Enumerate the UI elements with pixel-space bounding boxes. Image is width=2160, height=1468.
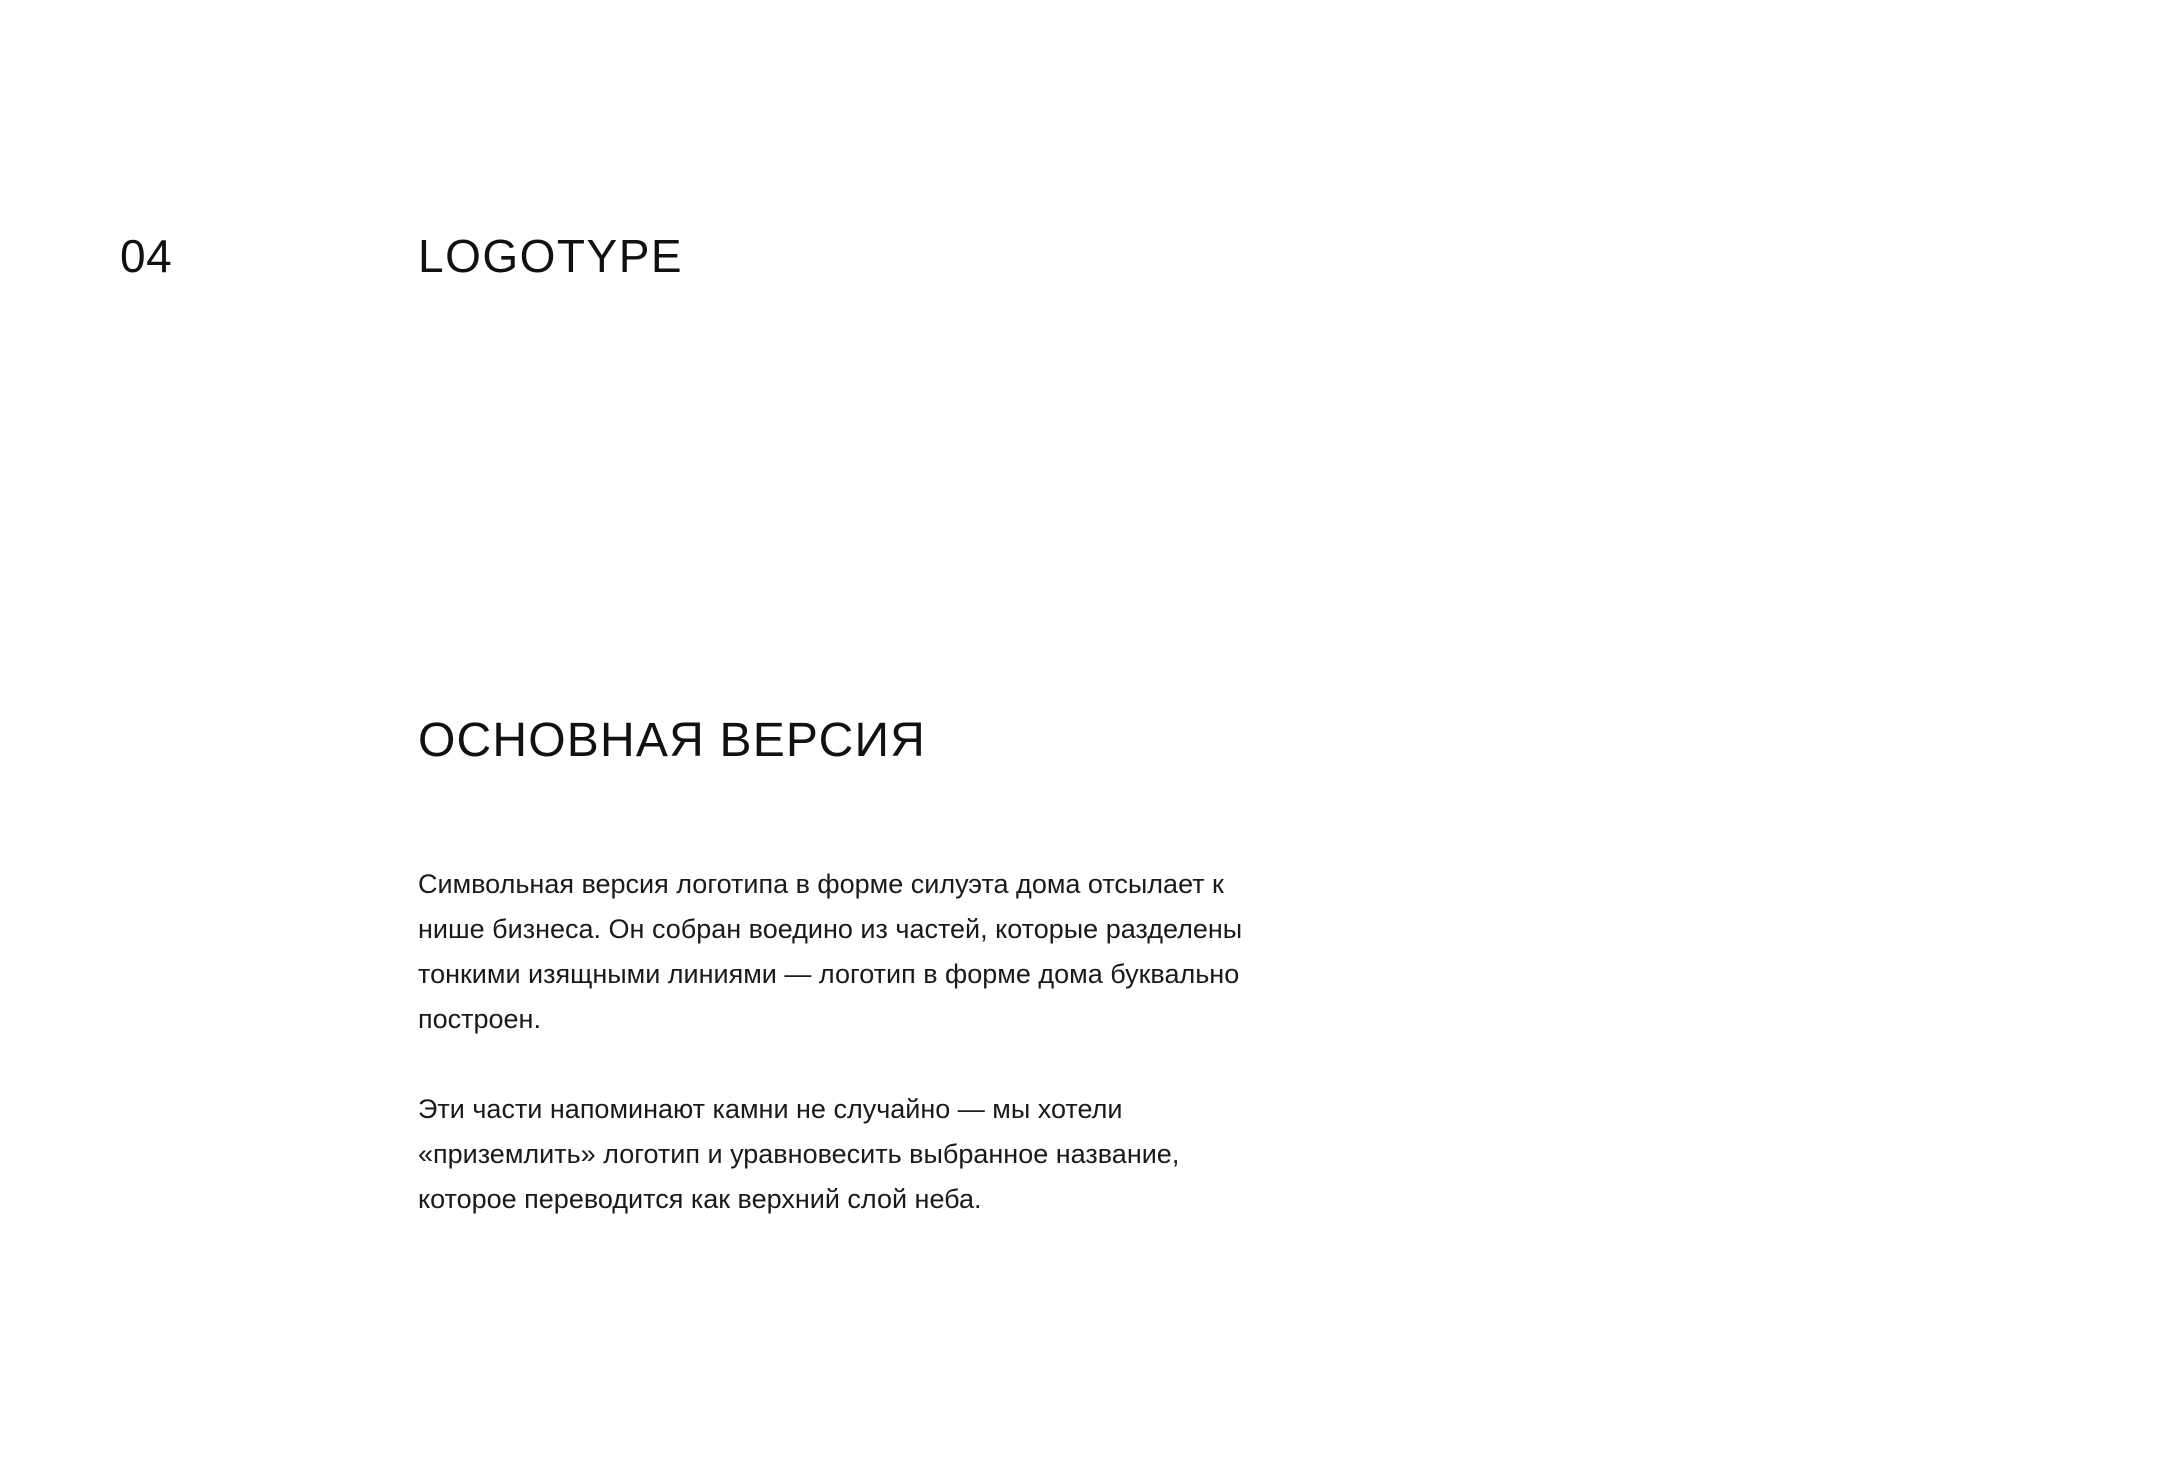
main-content — [418, 712, 1318, 1222]
section-title: LOGOTYPE — [418, 230, 684, 282]
body-paragraph-2: Эти части напоминают камни не случайно — мы хотели «приземлить» логотип и уравновесить выбранное название, которое переводится как верхний слой неба. — [418, 1094, 1180, 1214]
page-header — [0, 228, 2160, 288]
body-paragraph-1: Символьная версия логотипа в форме силуэта дома отсылает к нише бизнеса. Он собран воедино из частей, которые разделены тонкими изящными линиями — логотип в форме дома буквально построен. — [418, 869, 1243, 1034]
content-heading: ОСНОВНАЯ ВЕРСИЯ — [418, 714, 927, 767]
section-number: 04 — [120, 230, 173, 282]
